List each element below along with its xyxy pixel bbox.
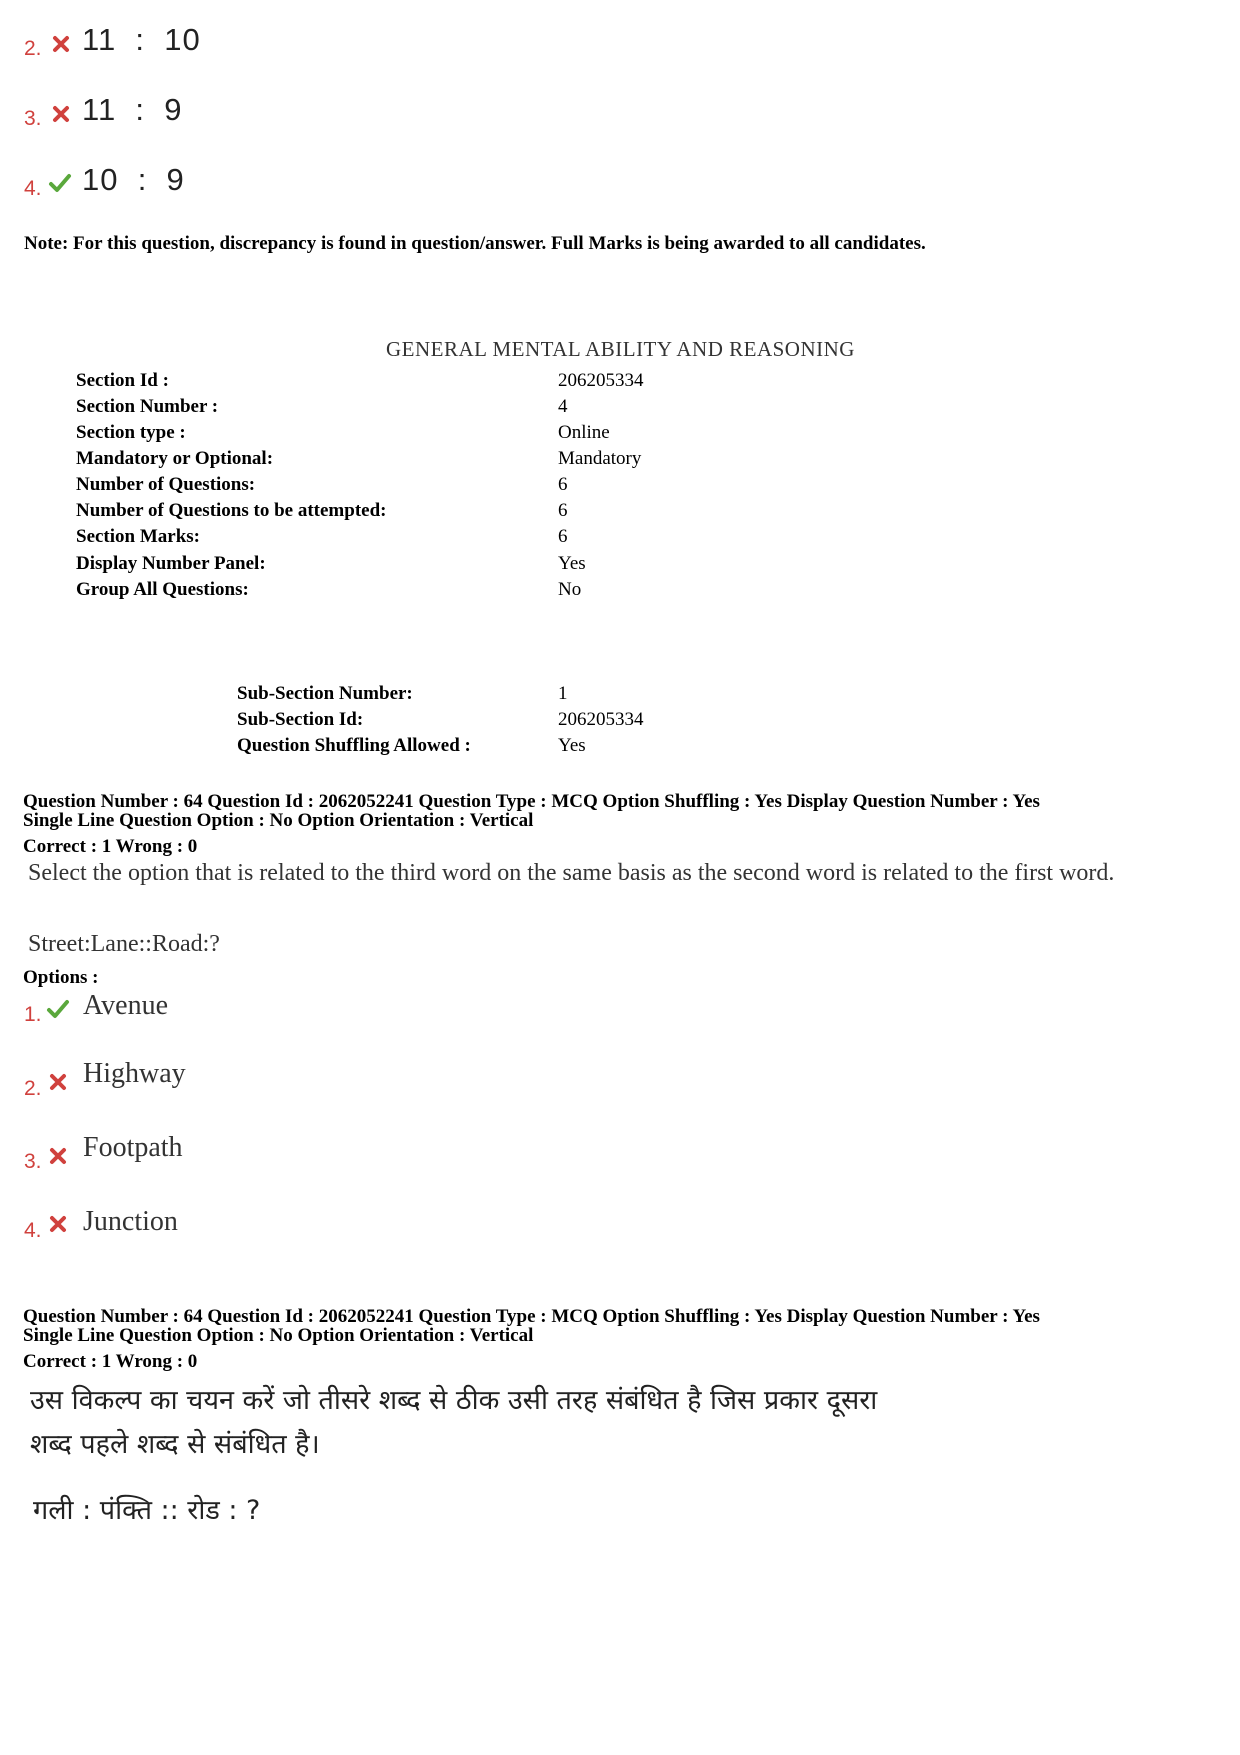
option-text: Avenue xyxy=(83,990,168,1021)
wrong-cross-icon xyxy=(46,1144,70,1168)
section-row-label: Number of Questions to be attempted: xyxy=(76,500,387,521)
section-row-value: 6 xyxy=(558,500,568,521)
option-number: 2. xyxy=(24,1077,42,1100)
question-meta-line: Question Number : 64 Question Id : 2062052241 Question Type : MCQ Option Shuffling : Yes Display Question Number : Yes xyxy=(23,1306,1040,1327)
discrepancy-note: Note: For this question, discrepancy is found in question/answer. Full Marks is being awarded to all candidates. xyxy=(24,233,926,254)
section-row-value: Mandatory xyxy=(558,448,642,469)
section-row-label: Number of Questions: xyxy=(76,474,256,495)
option-text: Highway xyxy=(83,1058,186,1089)
section-row-label: Section Marks: xyxy=(76,526,201,547)
option-text: 10 : 9 xyxy=(82,162,185,197)
section-row-label: Display Number Panel: xyxy=(76,553,266,574)
section-row-value: Yes xyxy=(558,553,586,574)
section-row-value: 4 xyxy=(558,396,568,417)
section-row-value: No xyxy=(558,579,582,600)
wrong-cross-icon xyxy=(46,1212,70,1236)
subsection-row-label: Sub-Section Id: xyxy=(237,709,364,730)
question-analogy: Street:Lane::Road:? xyxy=(28,931,220,957)
section-row-value: 206205334 xyxy=(558,370,644,391)
question-prompt: Select the option that is related to the third word on the same basis as the second word is related to the first word. xyxy=(28,860,1115,886)
option-number: 4. xyxy=(24,177,42,200)
section-row-label: Mandatory or Optional: xyxy=(76,448,274,469)
correct-check-icon xyxy=(48,171,72,195)
question-prompt-hindi: उस विकल्प का चयन करें जो तीसरे शब्द से ठीक उसी तरह संबंधित है जिस प्रकार दूसरा xyxy=(30,1385,878,1416)
subsection-row-value: Yes xyxy=(558,735,586,756)
options-label: Options : xyxy=(23,967,99,988)
correct-check-icon xyxy=(46,997,70,1021)
option-number: 1. xyxy=(24,1003,42,1026)
option-text: 11 : 9 xyxy=(82,92,183,127)
question-meta-line: Question Number : 64 Question Id : 2062052241 Question Type : MCQ Option Shuffling : Yes Display Question Number : Yes xyxy=(23,791,1040,812)
subsection-row-value: 206205334 xyxy=(558,709,644,730)
section-row-value: Online xyxy=(558,422,610,443)
question-prompt-hindi: शब्द पहले शब्द से संबंधित है। xyxy=(30,1429,320,1460)
question-analogy-hindi: गली : पंक्ति :: रोड : ? xyxy=(33,1495,261,1526)
option-text: 11 : 10 xyxy=(82,22,201,57)
option-number: 3. xyxy=(24,107,42,130)
section-row-label: Section Id : xyxy=(76,370,169,391)
option-text: Footpath xyxy=(83,1132,183,1163)
section-row-label: Group All Questions: xyxy=(76,579,249,600)
question-meta-line: Single Line Question Option : No Option Orientation : Vertical xyxy=(23,1325,534,1346)
section-row-label: Section type : xyxy=(76,422,186,443)
wrong-cross-icon xyxy=(46,1070,70,1094)
option-number: 2. xyxy=(24,37,42,60)
section-title: GENERAL MENTAL ABILITY AND REASONING xyxy=(386,337,855,361)
question-score: Correct : 1 Wrong : 0 xyxy=(23,836,198,857)
question-meta-line: Single Line Question Option : No Option Orientation : Vertical xyxy=(23,810,534,831)
section-row-label: Section Number : xyxy=(76,396,219,417)
option-number: 4. xyxy=(24,1219,42,1242)
subsection-row-label: Sub-Section Number: xyxy=(237,683,413,704)
wrong-cross-icon xyxy=(49,102,73,126)
section-row-value: 6 xyxy=(558,474,568,495)
subsection-row-label: Question Shuffling Allowed : xyxy=(237,735,471,756)
question-score: Correct : 1 Wrong : 0 xyxy=(23,1351,198,1372)
option-number: 3. xyxy=(24,1150,42,1173)
option-text: Junction xyxy=(83,1206,178,1237)
section-row-value: 6 xyxy=(558,526,568,547)
subsection-row-value: 1 xyxy=(558,683,568,704)
wrong-cross-icon xyxy=(49,32,73,56)
